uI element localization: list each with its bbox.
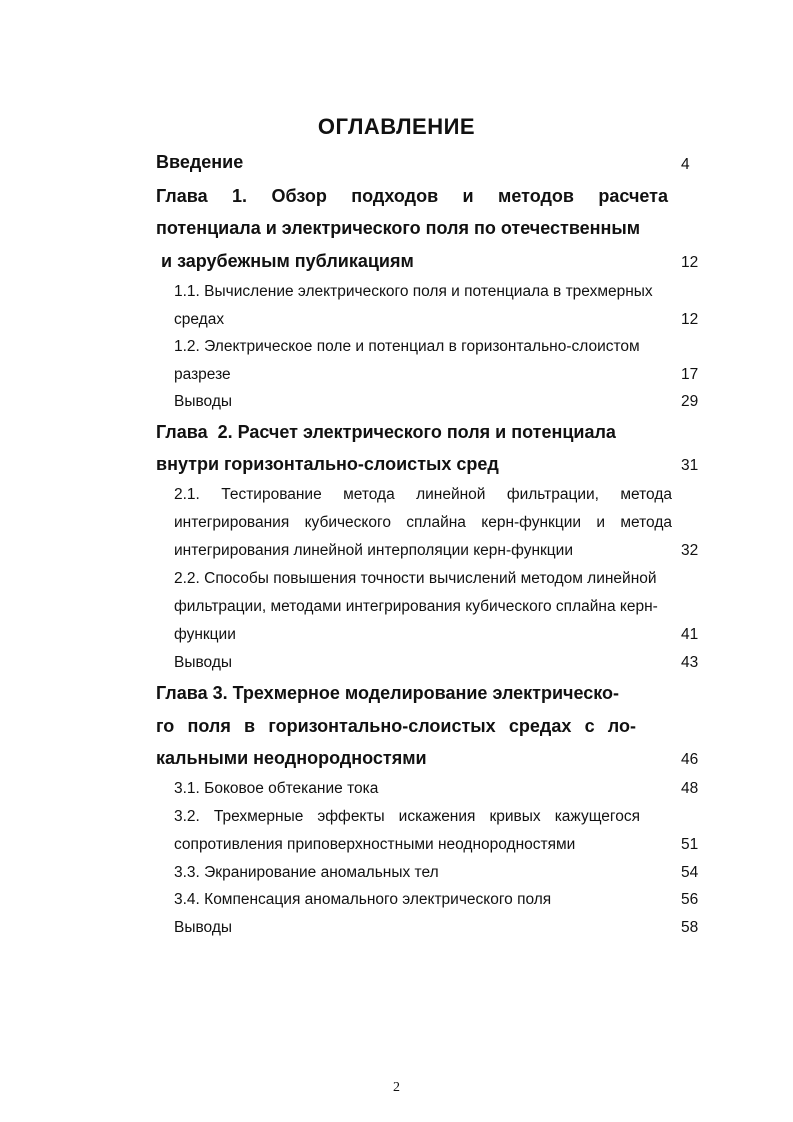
toc-section-3-3: 3.3. Экранирование аномальных тел [174, 864, 439, 881]
toc-chapter-3-line-2: го поля в горизонтально-слоистых средах с ло- [156, 716, 636, 736]
toc-section-1-1-line-1: 1.1. Вычисление электрического поля и потенциала в трехмерных [174, 283, 653, 300]
toc-page-number: 58 [681, 919, 699, 936]
toc-section-3-1: 3.1. Боковое обтекание тока [174, 780, 379, 797]
toc-chapter-1-line-1: Глава 1. Обзор подходов и методов расчета [156, 186, 668, 206]
toc-page-number: 56 [681, 891, 699, 908]
page-number-footer: 2 [393, 1080, 400, 1095]
page-title: ОГЛАВЛЕНИЕ [317, 114, 476, 139]
toc-section-1-2-line-1: 1.2. Электрическое поле и потенциал в горизонтально-слоистом [174, 338, 640, 355]
toc-chapter-1-line-3: и зарубежным публикациям [156, 251, 414, 271]
toc-section-2-2-line-2: фильтрации, методами интегрирования кубического сплайна керн- [174, 598, 658, 615]
toc-section-3-2-line-1: 3.2. Трехмерные эффекты искажения кривых кажущегося [174, 808, 640, 825]
toc-chapter-3-line-3: кальными неоднородностями [156, 748, 427, 768]
toc-chapter-2-line-1: Глава 2. Расчет электрического поля и потенциала [156, 422, 616, 442]
toc-page-number: 51 [681, 836, 699, 853]
toc-page-number: 12 [681, 254, 699, 271]
toc-page-number: 4 [681, 156, 690, 173]
toc-chapter-intro: Введение [156, 152, 244, 172]
toc-section-3-4: 3.4. Компенсация аномального электрического поля [174, 891, 552, 908]
toc-section-2-2-line-3: функции [174, 626, 236, 643]
toc-chapter-2-line-2: внутри горизонтально-слоистых сред [156, 454, 499, 474]
toc-chapter-1-line-2: потенциала и электрического поля по отечественным [156, 218, 641, 238]
toc-page-number: 41 [681, 626, 699, 643]
toc-section-2-1-line-1: 2.1. Тестирование метода линейной фильтрации, метода [174, 486, 672, 503]
toc-section-2-2-line-1: 2.2. Способы повышения точности вычислений методом линейной [174, 570, 657, 587]
toc-section-1-2-line-2: разрезе [174, 366, 231, 383]
toc-section-1-1-line-2: средах [174, 311, 225, 328]
toc-page-number: 54 [681, 864, 699, 881]
toc-chapter-3-line-1: Глава 3. Трехмерное моделирование электрическо- [156, 683, 620, 703]
toc-section-2-1-line-2: интегрирования кубического сплайна керн-функции и метода [174, 514, 672, 531]
toc-page-number: 17 [681, 366, 699, 383]
toc-page-number: 32 [681, 542, 699, 559]
toc-page-number: 48 [681, 780, 699, 797]
toc-page-number: 29 [681, 393, 699, 410]
toc-section-conclusions-3: Выводы [174, 919, 233, 936]
toc-page-number: 46 [681, 751, 699, 768]
toc-section-conclusions-2: Выводы [174, 654, 233, 671]
toc-section-3-2-line-2: сопротивления приповерхностными неоднородностями [174, 836, 576, 853]
toc-section-conclusions-1: Выводы [174, 393, 233, 410]
toc-section-2-1-line-3: интегрирования линейной интерполяции керн-функции [174, 542, 573, 559]
toc-page-number: 43 [681, 654, 699, 671]
toc-page-number: 12 [681, 311, 699, 328]
toc-page-number: 31 [681, 457, 699, 474]
